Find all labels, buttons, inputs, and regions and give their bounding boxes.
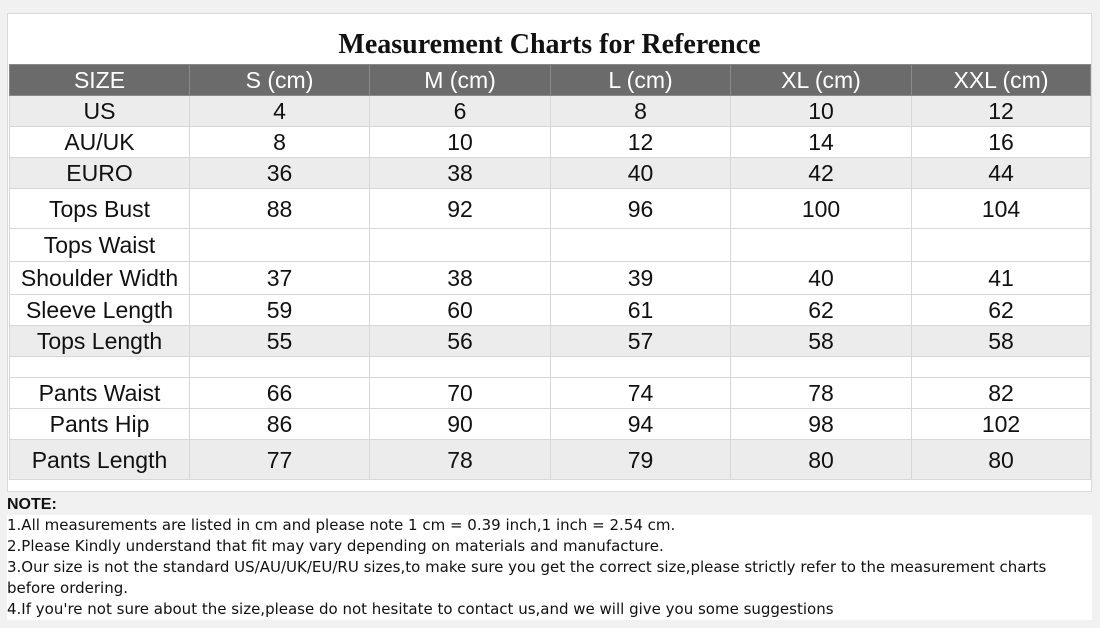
table-row <box>10 295 1091 326</box>
note-line: 2.Please Kindly understand that fit may vary depending on materials and manufacture. <box>7 537 664 555</box>
table-cell: 8 <box>190 127 370 158</box>
row-label: AU/UK <box>10 127 190 158</box>
table-row <box>10 158 1091 189</box>
table-cell: 44 <box>912 158 1091 189</box>
table-cell: 10 <box>370 127 551 158</box>
table-cell: 39 <box>551 262 731 295</box>
row-label: Shoulder Width <box>10 262 190 295</box>
table-cell: 40 <box>551 158 731 189</box>
table-cell <box>731 229 912 262</box>
table-cell: 80 <box>912 440 1091 480</box>
table-row <box>10 127 1091 158</box>
table-cell: 100 <box>731 189 912 229</box>
table-cell: 74 <box>551 378 731 409</box>
table-cell <box>551 229 731 262</box>
table-row <box>10 262 1091 295</box>
table-row <box>10 357 1091 378</box>
table-cell: 40 <box>731 262 912 295</box>
table-cell: 98 <box>731 409 912 440</box>
table-row <box>10 229 1091 262</box>
table-body <box>10 96 1091 480</box>
header-size-column: S (cm) <box>190 65 370 96</box>
table-cell: 86 <box>190 409 370 440</box>
table-cell <box>370 229 551 262</box>
table-cell: 12 <box>912 96 1091 127</box>
table-cell: 56 <box>370 326 551 357</box>
table-cell: 59 <box>190 295 370 326</box>
table-cell: 14 <box>731 127 912 158</box>
table-cell: 41 <box>912 262 1091 295</box>
table-cell: 104 <box>912 189 1091 229</box>
table-cell: 78 <box>370 440 551 480</box>
note-line: 1.All measurements are listed in cm and please note 1 cm = 0.39 inch,1 inch = 2.54 cm. <box>7 516 676 534</box>
table-cell: 6 <box>370 96 551 127</box>
table-row <box>10 326 1091 357</box>
notes-section <box>7 495 1092 620</box>
chart-title: Measurement Charts for Reference <box>338 29 761 60</box>
table-cell: 61 <box>551 295 731 326</box>
row-label: EURO <box>10 158 190 189</box>
row-label: Tops Length <box>10 326 190 357</box>
row-label <box>10 357 190 378</box>
note-heading: NOTE: <box>7 495 1092 515</box>
table-cell: 66 <box>190 378 370 409</box>
row-label: US <box>10 96 190 127</box>
measurement-chart <box>7 13 1092 492</box>
table-row <box>10 378 1091 409</box>
size-table <box>9 64 1091 480</box>
table-cell <box>912 357 1091 378</box>
table-cell <box>551 357 731 378</box>
header-size-column: L (cm) <box>551 65 731 96</box>
table-cell: 88 <box>190 189 370 229</box>
table-cell: 79 <box>551 440 731 480</box>
table-cell: 36 <box>190 158 370 189</box>
row-label: Pants Waist <box>10 378 190 409</box>
row-label: Tops Waist <box>10 229 190 262</box>
header-size-column: M (cm) <box>370 65 551 96</box>
table-cell: 94 <box>551 409 731 440</box>
table-cell: 37 <box>190 262 370 295</box>
table-row <box>10 409 1091 440</box>
table-cell: 8 <box>551 96 731 127</box>
table-cell: 92 <box>370 189 551 229</box>
table-cell: 38 <box>370 262 551 295</box>
table-cell: 42 <box>731 158 912 189</box>
note-line: 4.If you're not sure about the size,please do not hesitate to contact us,and we will give you some suggestions <box>7 600 834 618</box>
table-cell: 82 <box>912 378 1091 409</box>
table-cell: 102 <box>912 409 1091 440</box>
table-cell: 96 <box>551 189 731 229</box>
table-cell <box>912 229 1091 262</box>
row-label: Pants Hip <box>10 409 190 440</box>
table-cell: 58 <box>912 326 1091 357</box>
table-cell: 4 <box>190 96 370 127</box>
table-row <box>10 96 1091 127</box>
table-row <box>10 189 1091 229</box>
note-line: 3.Our size is not the standard US/AU/UK/EU/RU sizes,to make sure you get the correct size,please strictly refer to the measurement charts before ordering. <box>7 558 1047 597</box>
table-cell <box>190 357 370 378</box>
table-cell: 58 <box>731 326 912 357</box>
table-cell: 90 <box>370 409 551 440</box>
table-cell <box>190 229 370 262</box>
table-header-row <box>10 65 1091 96</box>
row-label: Pants Length <box>10 440 190 480</box>
table-cell: 77 <box>190 440 370 480</box>
table-cell: 62 <box>912 295 1091 326</box>
table-cell: 10 <box>731 96 912 127</box>
note-lines <box>7 515 1092 620</box>
table-cell: 60 <box>370 295 551 326</box>
table-cell: 16 <box>912 127 1091 158</box>
table-cell: 62 <box>731 295 912 326</box>
table-cell: 12 <box>551 127 731 158</box>
header-size: SIZE <box>10 65 190 96</box>
table-cell: 70 <box>370 378 551 409</box>
table-cell: 78 <box>731 378 912 409</box>
header-size-column: XXL (cm) <box>912 65 1091 96</box>
table-cell: 80 <box>731 440 912 480</box>
table-cell: 38 <box>370 158 551 189</box>
table-cell <box>370 357 551 378</box>
row-label: Sleeve Length <box>10 295 190 326</box>
table-row <box>10 440 1091 480</box>
table-cell <box>731 357 912 378</box>
table-cell: 57 <box>551 326 731 357</box>
header-size-column: XL (cm) <box>731 65 912 96</box>
row-label: Tops Bust <box>10 189 190 229</box>
table-cell: 55 <box>190 326 370 357</box>
